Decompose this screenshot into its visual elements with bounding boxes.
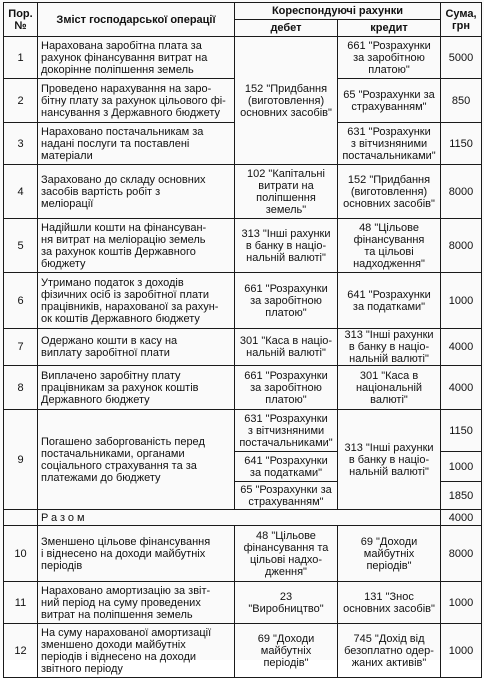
debit-account: 23 "Виробництво" bbox=[235, 582, 338, 624]
credit-account: 65 "Розрахунки за страхуванням" bbox=[338, 79, 441, 123]
table-row bbox=[4, 366, 482, 410]
total-amount: 4000 bbox=[441, 510, 482, 526]
debit-account: 152 "Придбання (виготовлення) основних засобів" bbox=[235, 37, 338, 165]
table-row bbox=[4, 219, 482, 273]
amount: 1000 bbox=[441, 452, 482, 482]
operation-text: Виплачено заробітну плату працівникам за рахунок коштів Державного бюджету bbox=[38, 366, 235, 410]
amount: 4000 bbox=[441, 366, 482, 410]
debit-account: 48 "Цільове фінансування та цільові надхо- дження" bbox=[235, 526, 338, 582]
debit-account: 65 "Розрахунки за страхуванням" bbox=[235, 482, 338, 510]
row-number: 2 bbox=[4, 79, 38, 123]
amount: 8000 bbox=[441, 219, 482, 273]
operation-text: Погашено заборгованість перед постачальниками, органами соціального страхування та за платежами до бюджету bbox=[38, 410, 235, 510]
credit-account: 313 "Інші рахунки в банку в націо- нальній валюті" bbox=[338, 329, 441, 366]
credit-account: 661 "Розрахунки за заробітною платою" bbox=[338, 37, 441, 79]
table-row bbox=[4, 410, 482, 452]
amount: 8000 bbox=[441, 165, 482, 219]
row-number: 1 bbox=[4, 37, 38, 79]
debit-account: 661 "Розрахунки за заробітною платою" bbox=[235, 366, 338, 410]
debit-account: 631 "Розрахунки з вітчизняними постачальниками" bbox=[235, 410, 338, 452]
operation-text: На суму нарахованої амортизації зменшено доходи майбутніх періодів і віднесено на доходи звітного періоду bbox=[38, 624, 235, 678]
table-row bbox=[4, 526, 482, 582]
debit-account: 661 "Розрахунки за заробітною платою" bbox=[235, 273, 338, 329]
operation-text: Утримано податок з доходів фізичних осіб із заробітної плати працівників, нарахованої за рахун- ок коштів Державного бюджету bbox=[38, 273, 235, 329]
debit-account: 301 "Каса в націо- нальній валюті" bbox=[235, 329, 338, 366]
debit-account: 641 "Розрахунки за податками" bbox=[235, 452, 338, 482]
amount: 1000 bbox=[441, 582, 482, 624]
header-operation: Зміст господарської операції bbox=[38, 3, 235, 37]
table-row bbox=[4, 329, 482, 366]
credit-account: 313 "Інші рахунки в банку в націо- нальній валюті" bbox=[338, 410, 441, 510]
operation-text: Нарахована заробітна плата за рахунок фінансування витрат на докорінне поліпшення земель bbox=[38, 37, 235, 79]
operation-text: Одержано кошти в касу на виплату заробітної плати bbox=[38, 329, 235, 366]
accounting-table bbox=[3, 2, 482, 678]
total-row bbox=[4, 510, 482, 526]
credit-account: 745 "Дохід від безоплатно одер- жаних активів" bbox=[338, 624, 441, 678]
amount: 5000 bbox=[441, 37, 482, 79]
header-credit: кредит bbox=[338, 20, 441, 37]
row-number: 11 bbox=[4, 582, 38, 624]
debit-account: 313 "Інші рахунки в банку в націо- нальній валюті" bbox=[235, 219, 338, 273]
credit-account: 152 "Придбання (виготовлення) основних засобів" bbox=[338, 165, 441, 219]
amount: 1150 bbox=[441, 410, 482, 452]
header-accounts: Кореспондуючі рахунки bbox=[235, 3, 441, 20]
amount: 1150 bbox=[441, 123, 482, 165]
table-row bbox=[4, 37, 482, 79]
row-number: 7 bbox=[4, 329, 38, 366]
operation-text: Зменшено цільове фінансування і віднесено на доходи майбутніх періодів bbox=[38, 526, 235, 582]
header-num: Пор. № bbox=[4, 3, 38, 37]
amount: 1000 bbox=[441, 624, 482, 678]
credit-account: 48 "Цільове фінансування та цільові надходження" bbox=[338, 219, 441, 273]
operation-text: Зараховано до складу основних засобів вартість робіт з меліорації bbox=[38, 165, 235, 219]
row-number: 3 bbox=[4, 123, 38, 165]
header-debit: дебет bbox=[235, 20, 338, 37]
credit-account: 131 "Знос основних засобів" bbox=[338, 582, 441, 624]
total-label: Разом bbox=[38, 510, 441, 526]
row-number: 4 bbox=[4, 165, 38, 219]
table-row bbox=[4, 582, 482, 624]
row-number bbox=[4, 510, 38, 526]
debit-account: 69 "Доходи майбутніх періодів" bbox=[235, 624, 338, 678]
table-row bbox=[4, 165, 482, 219]
debit-account: 102 "Капітальні витрати на поліпшення земель" bbox=[235, 165, 338, 219]
operation-text: Надійшли кошти на фінансуван- ня витрат на меліорацію земель за рахунок коштів Державного бюджету bbox=[38, 219, 235, 273]
row-number: 10 bbox=[4, 526, 38, 582]
table-row bbox=[4, 624, 482, 678]
row-number: 6 bbox=[4, 273, 38, 329]
operation-text: Нараховано постачальникам за надані послуги та поставлені матеріали bbox=[38, 123, 235, 165]
header-amount: Сума, грн bbox=[441, 3, 482, 37]
row-number: 5 bbox=[4, 219, 38, 273]
amount: 850 bbox=[441, 79, 482, 123]
credit-account: 631 "Розрахунки з вітчизняними постачальниками" bbox=[338, 123, 441, 165]
operation-text: Нараховано амортизацію за звіт- ний період на суму проведених витрат на поліпшення земель bbox=[38, 582, 235, 624]
credit-account: 69 "Доходи майбутніх періодів" bbox=[338, 526, 441, 582]
table-row bbox=[4, 273, 482, 329]
row-number: 8 bbox=[4, 366, 38, 410]
row-number: 12 bbox=[4, 624, 38, 678]
operation-text: Проведено нарахування на заро- бітну плату за рахунок цільового фі- нансування з Державного бюджету bbox=[38, 79, 235, 123]
amount: 8000 bbox=[441, 526, 482, 582]
row-number: 9 bbox=[4, 410, 38, 510]
amount: 4000 bbox=[441, 329, 482, 366]
amount: 1850 bbox=[441, 482, 482, 510]
credit-account: 641 "Розрахунки за податками" bbox=[338, 273, 441, 329]
amount: 1000 bbox=[441, 273, 482, 329]
credit-account: 301 "Каса в національній валюті" bbox=[338, 366, 441, 410]
